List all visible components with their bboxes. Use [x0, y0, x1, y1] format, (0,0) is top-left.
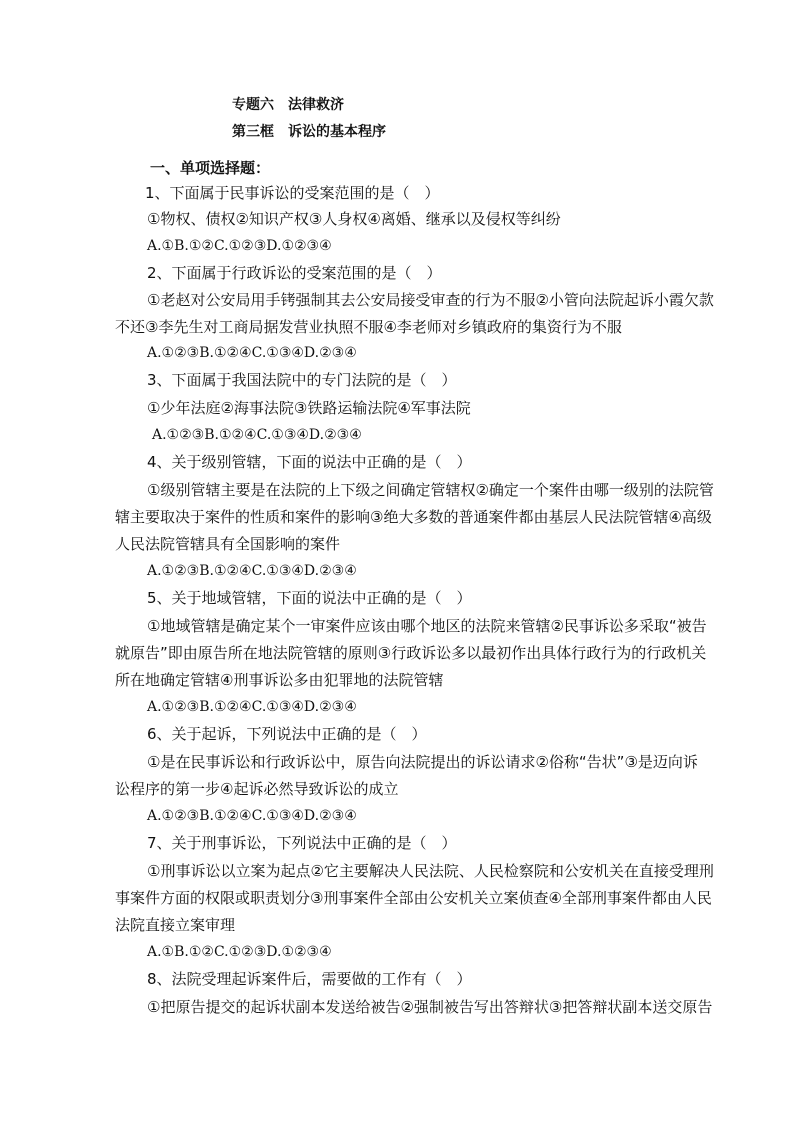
question-6-choices: A.①②③B.①②④C.①③④D.②③④ — [147, 808, 357, 824]
question-2-stem: 2、下面属于行政诉讼的受案范围的是（ ） — [147, 264, 442, 282]
question-1-stem: 1、下面属于民事诉讼的受案范围的是（ ） — [145, 184, 440, 202]
question-3-stem: 3、下面属于我国法院中的专门法院的是（ ） — [147, 371, 457, 389]
question-7-text: 法院直接立案审理 — [115, 916, 236, 934]
question-6-text: ①是在民事诉讼和行政诉讼中，原告向法院提出的诉讼请求②俗称“告状”③是迈向诉 — [147, 753, 698, 771]
question-2-choices: A.①②③B.①②④C.①③④D.②③④ — [147, 345, 357, 361]
question-7-text: ①刑事诉讼以立案为起点②它主要解决人民法院、人民检察院和公安机关在直接受理刑 — [147, 862, 714, 880]
question-4-text: ①级别管辖主要是在法院的上下级之间确定管辖权②确定一个案件由哪一级别的法院管 — [147, 481, 714, 499]
question-4-text: 辖主要取决于案件的性质和案件的影响③绝大多数的普通案件都由基层人民法院管辖④高级 — [115, 508, 712, 526]
question-8-text: ①把原告提交的起诉状副本发送给被告②强制被告写出答辩状③把答辩状副本送交原告 — [147, 998, 713, 1016]
document-title: 专题六 法律救济 — [232, 97, 344, 113]
question-7-text: 事案件方面的权限或职责划分③刑事案件全部由公安机关立案侦查④全部刑事案件都由人民 — [115, 889, 712, 907]
question-6-stem: 6、关于起诉，下列说法中正确的是（ ） — [147, 725, 427, 743]
question-5-text: ①地域管辖是确定某个一审案件应该由哪个地区的法院来管辖②民事诉讼多采取“被告 — [147, 617, 707, 635]
question-5-text: 所在地确定管辖④刑事诉讼多由犯罪地的法院管辖 — [115, 671, 444, 689]
document-subtitle: 第三框 诉讼的基本程序 — [232, 124, 386, 140]
question-1-text: ①物权、债权②知识产权③人身权④离婚、继承以及侵权等纠纷 — [147, 210, 561, 228]
question-3-text: ①少年法庭②海事法院③铁路运输法院④军事法院 — [147, 399, 471, 417]
question-5-stem: 5、关于地域管辖，下面的说法中正确的是（ ） — [147, 589, 472, 607]
question-4-stem: 4、关于级别管辖，下面的说法中正确的是（ ） — [147, 453, 472, 471]
question-3-choices: A.①②③B.①②④C.①③④D.②③④ — [152, 427, 362, 443]
question-5-text: 就原告”即由原告所在地法院管辖的原则③行政诉讼多以最初作出具体行政行为的行政机关 — [115, 644, 707, 662]
question-4-choices: A.①②③B.①②④C.①③④D.②③④ — [147, 563, 357, 579]
question-2-text: ①老赵对公安局用手铐强制其去公安局接受审查的行为不服②小管向法院起诉小霞欠款 — [147, 291, 714, 309]
section-heading: 一、单项选择题： — [150, 159, 271, 177]
question-1-choices: A.①B.①②C.①②③D.①②③④ — [147, 238, 332, 254]
question-6-text: 讼程序的第一步④起诉必然导致诉讼的成立 — [115, 780, 399, 798]
question-7-stem: 7、关于刑事诉讼，下列说法中正确的是（ ） — [147, 834, 457, 852]
question-5-choices: A.①②③B.①②④C.①③④D.②③④ — [147, 699, 357, 715]
question-4-text: 人民法院管辖具有全国影响的案件 — [115, 535, 341, 553]
question-2-text: 不还③李先生对工商局据发营业执照不服④李老师对乡镇政府的集资行为不服 — [115, 318, 622, 336]
question-8-stem: 8、法院受理起诉案件后，需要做的工作有（ ） — [147, 970, 472, 988]
question-7-choices: A.①B.①②C.①②③D.①②③④ — [147, 944, 332, 960]
